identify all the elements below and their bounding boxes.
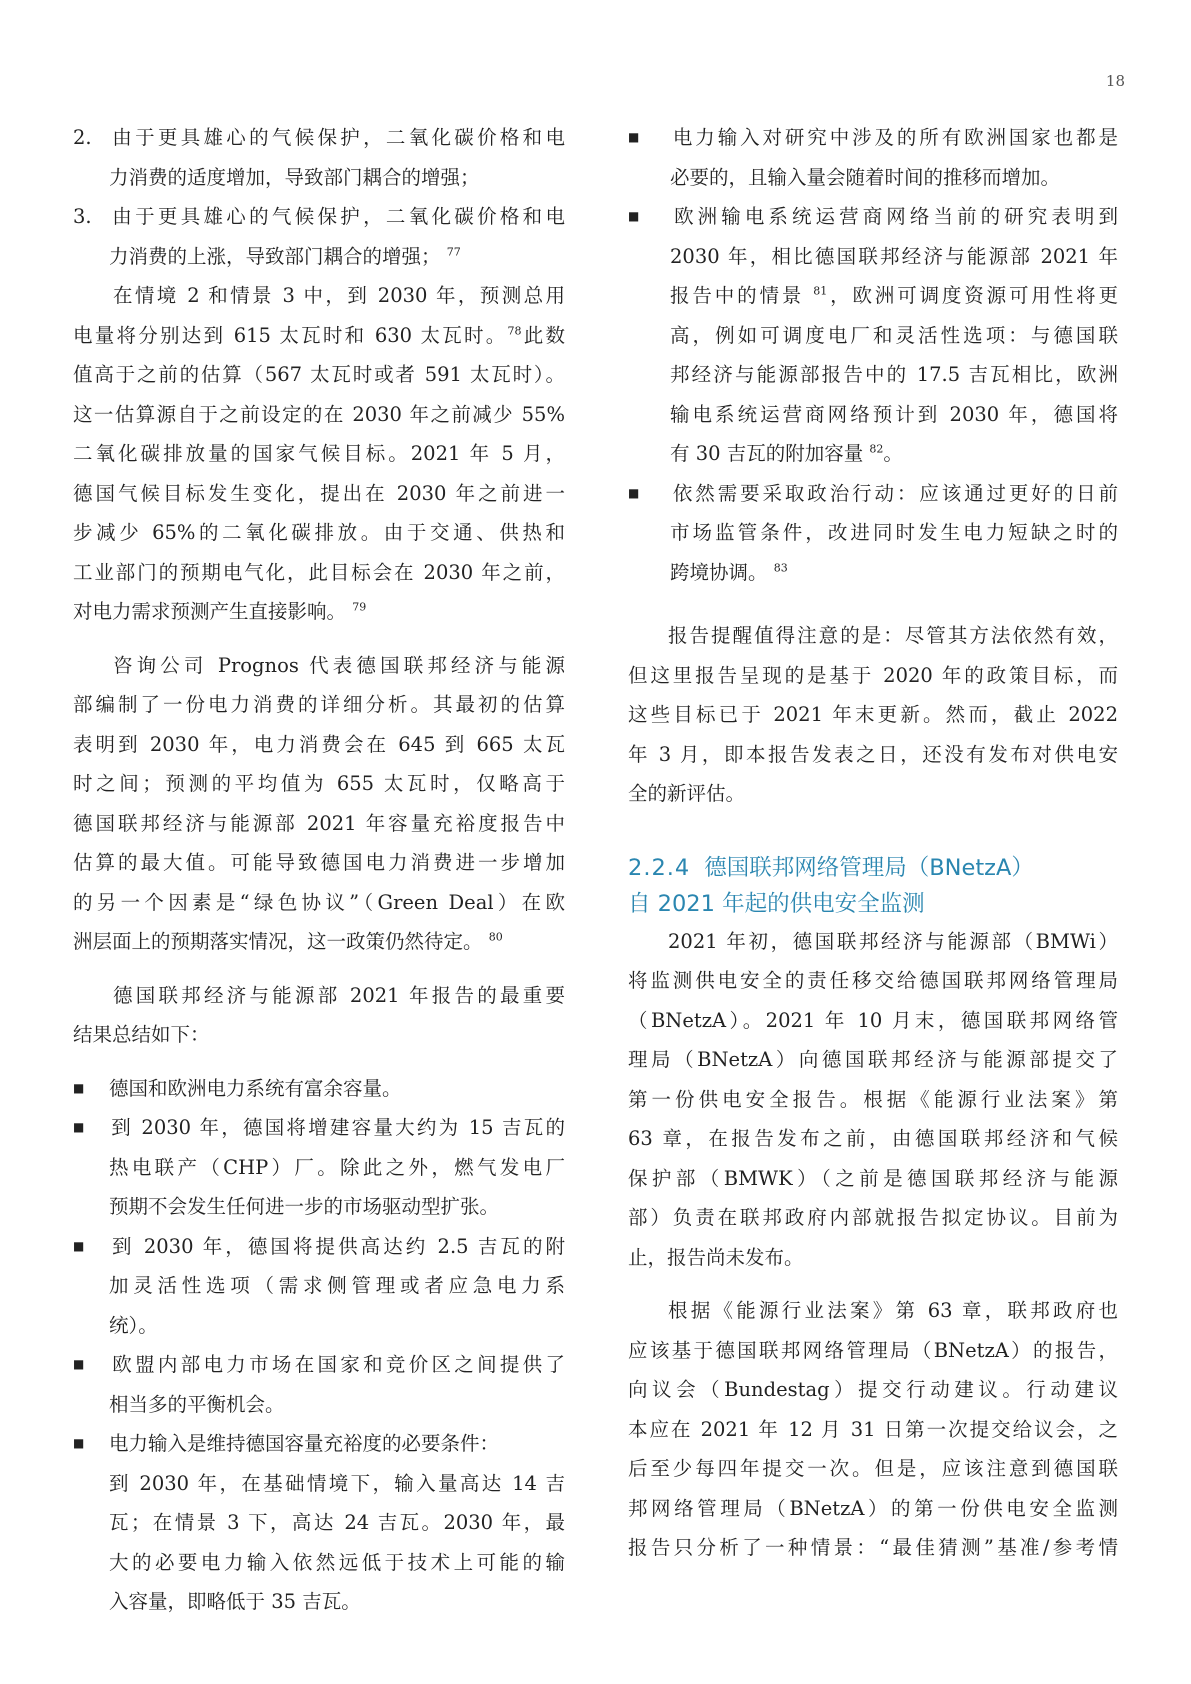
list-number: 2.	[73, 126, 92, 149]
paragraph-report-note: 报告提醒值得注意的是：尽管其方法依然有效， 但这里报告呈现的是基于 2020 年的政策目标，而 这些目标已于 2021 年末更新。然而，截止 2022 年 3 月，即本报告发表之日，还没有发布对供电安 全的新评估。	[628, 624, 1118, 805]
list-number: 3.	[73, 205, 92, 228]
list-item-3: 3. 由于更具雄心的气候保护，二氧化碳价格和电	[73, 197, 565, 237]
bullet-icon: ■	[73, 1436, 85, 1450]
bullet-icon: ■	[73, 1238, 85, 1253]
bullet-item: ■ 德国和欧洲电力系统有富余容量。	[73, 1069, 565, 1109]
bullet-item: ■ 到 2030 年，德国将提供高达约 2.5 吉瓦的附	[73, 1227, 565, 1267]
bullet-item: ■ 欧洲输电系统运营商网络当前的研究表明到	[628, 197, 1118, 237]
bullet-icon: ■	[628, 209, 640, 223]
bullet-icon: ■	[73, 1120, 85, 1134]
bullet-icon: ■	[73, 1080, 85, 1095]
list-item-3-cont: 力消费的上涨，导致部门耦合的增强； $^{77}$	[109, 244, 461, 268]
bullet-item: ■ 到 2030 年，德国将增建容量大约为 15 吉瓦的	[73, 1108, 565, 1148]
bullet-item: ■ 电力输入是维持德国容量充裕度的必要条件：	[73, 1424, 565, 1464]
section-number: 2.2.4	[628, 854, 691, 881]
paragraph-scenario-demand: 在情境 2 和情景 3 中，到 2030 年，预测总用 电量将分别达到 615 太瓦时和 630 太瓦时。$^{78}$此数 值高于之前的估算（567 太瓦时或者 591 太瓦时）。 这一估算源自于之前设定的在 2030 年之前减少 55% 二氧化碳排放量的国家气候目标。2021 年 5 月， 德国气候目标发生变化，提出在 2030 年之前进一 步减少 65%的二氧化碳排放。由于交通、供热和 工业部门的预期电气化，此目标会在 2030 年之前， 对电力需求预测产生直接影响。 $^{79}$	[73, 284, 565, 623]
bullet-icon: ■	[628, 485, 640, 500]
section-heading	[628, 850, 1118, 922]
paragraph-action-recommendations: 根据《能源行业法案》第 63 章，联邦政府也 应该基于德国联邦网络管理局（BNetzA）的报告， 向议会（Bundestag）提交行动建议。行动建议 本应在 2021 年 12 月 31 日第一次提交给议会，之 后至少每四年提交一次。但是，应该注意到德国联 邦网络管理局（BNetzA）的第一份供电安全监测 报告只分析了一种情景：“最佳猜测”基准/参考情	[628, 1299, 1118, 1559]
page-number: 18	[1105, 72, 1125, 90]
right-column	[628, 118, 1118, 1568]
bullet-item: ■ 电力输入对研究中涉及的所有欧洲国家也都是	[628, 118, 1118, 158]
continued-bullet-list: ■ 电力输入对研究中涉及的所有欧洲国家也都是 必要的，且输入量会随着时间的推移而增加。 ■ 欧洲输电系统运营商网络当前的研究表明到 2030 年，相比德国联邦经济与能源部 2021 年 报告中的情景 $^{81}$，欧洲可调度资源可用性将更 高，例如可调度电厂和灵活性选项：与德国联 邦经济与能源部报告中的 17.5 吉瓦相比，欧洲 输电系统运营商网络预计到 2030 年，德国将 有 30 吉瓦的附加容量 $^{82}$。 ■ 依然需要采取政治行动：应该通过更好的日前 市场监管条件，改进同时发生电力短缺之时的 跨境协调。 $^{83}$	[628, 118, 1118, 592]
section-title-line2: 自 2021 年起的供电安全监测	[628, 890, 925, 917]
paragraph-bnetza-monitoring: 2021 年初，德国联邦经济与能源部（BMWi） 将监测供电安全的责任移交给德国联邦网络管理局 （BNetzA）。2021 年 10 月末，德国联邦网络管 理局（BNetzA）向德国联邦经济与能源部提交了 第一份供电安全报告。根据《能源行业法案》第 63 章，在报告发布之前，由德国联邦经济和气候 保护部（BMWK）（之前是德国联邦经济与能源 部）负责在联邦政府内部就报告拟定协议。目前为 止，报告尚未发布。	[628, 929, 1118, 1269]
bullet-icon: ■	[628, 130, 640, 144]
list-item-2-cont: 力消费的适度增加，导致部门耦合的增强；	[109, 165, 480, 189]
footnote-ref[interactable]: 82	[869, 442, 884, 456]
footnote-ref[interactable]: 79	[352, 600, 367, 614]
list-item-2: 2. 由于更具雄心的气候保护，二氧化碳价格和电	[73, 118, 565, 158]
footnote-ref[interactable]: 81	[813, 284, 828, 298]
footnote-ref[interactable]: 78	[507, 324, 522, 337]
results-bullet-list: ■ 德国和欧洲电力系统有富余容量。 ■ 到 2030 年，德国将增建容量大约为 15 吉瓦的 热电联产（CHP）厂。除此之外，燃气发电厂 预期不会发生任何进一步的市场驱动型扩张。 ■ 到 2030 年，德国将提供高达约 2.5 吉瓦的附 加灵活性选项（需求侧管理或者应急电力系 统）。 ■ 欧盟内部电力市场在国家和竞价区之间提供了 相当多的平衡机会。 ■ 电力输入是维持德国容量充裕度的必要条件： 到 2030 年，在基础情境下，输入量高达 14 吉 瓦；在情景 3 下，高达 24 吉瓦。2030 年，最 大的必要电力输入依然远低于技术上可能的输 入容量，即略低于 35 吉瓦。	[73, 1069, 565, 1622]
bullet-icon: ■	[73, 1357, 85, 1371]
paragraph-results-intro: 德国联邦经济与能源部 2021 年报告的最重要 结果总结如下：	[73, 983, 565, 1046]
footnote-ref[interactable]: 77	[446, 245, 461, 258]
footnote-ref[interactable]: 80	[488, 930, 503, 944]
bullet-item: ■ 欧盟内部电力市场在国家和竞价区之间提供了	[73, 1345, 565, 1385]
left-column	[73, 118, 565, 1622]
paragraph-prognos: 咨询公司 Prognos 代表德国联邦经济与能源 部编制了一份电力消费的详细分析。其最初的估算 表明到 2030 年，电力消费会在 645 到 665 太瓦 时之间；预测的平均值为 655 太瓦时，仅略高于 德国联邦经济与能源部 2021 年容量充裕度报告中 估算的最大值。可能导致德国电力消费进一步增加 的另一个因素是“绿色协议”（Green Deal）在欧 洲层面上的预期落实情况，这一政策仍然待定。 $^{80}$	[73, 653, 565, 953]
bullet-item: ■ 依然需要采取政治行动：应该通过更好的日前	[628, 474, 1118, 514]
footnote-ref[interactable]: 83	[773, 561, 788, 574]
section-title: 德国联邦网络管理局（BNetzA）	[704, 854, 1034, 881]
numbered-list	[73, 118, 565, 276]
